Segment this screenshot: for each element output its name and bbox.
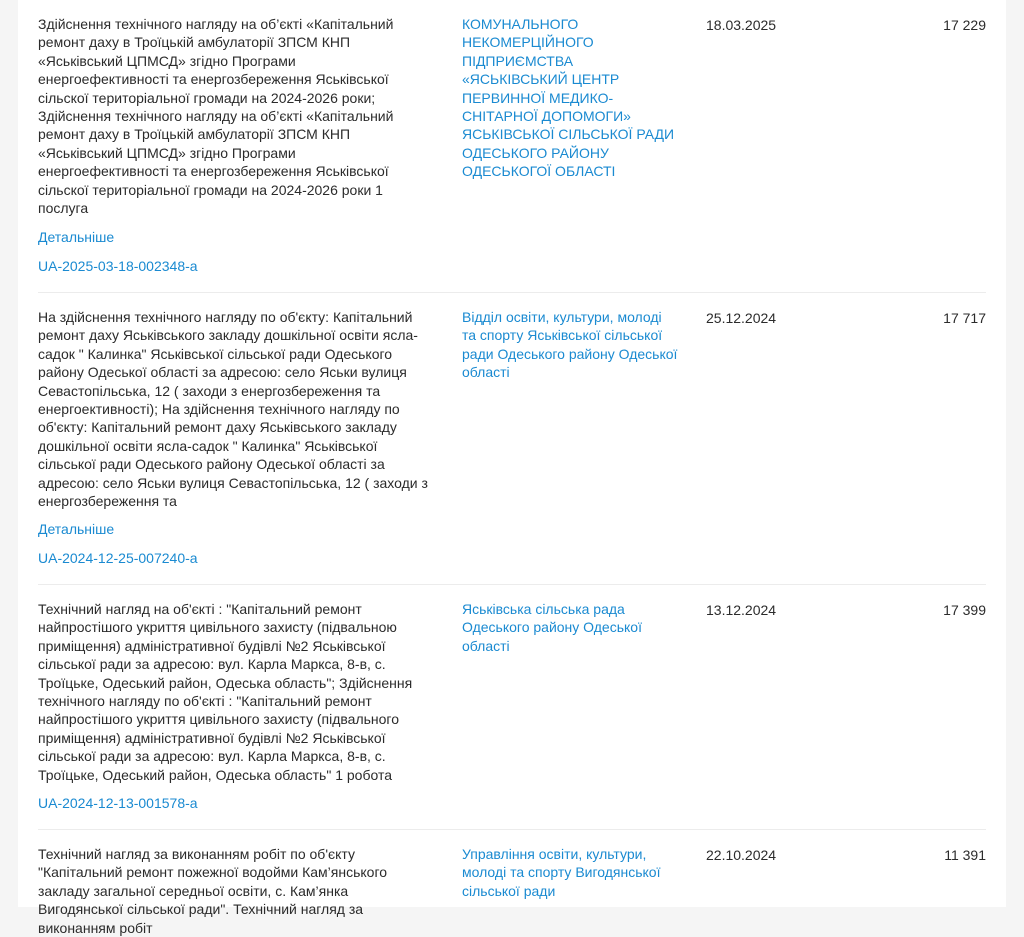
table-row <box>38 584 986 830</box>
organization-link[interactable]: Яськівська сільська рада Одеського району Одеської області <box>462 601 642 654</box>
tender-date: 13.12.2024 <box>706 602 777 618</box>
tender-amount: 17 229 <box>943 17 986 33</box>
tender-date: 22.10.2024 <box>706 847 777 863</box>
tender-id-link[interactable]: UA-2025-03-18-002348-a <box>38 258 198 274</box>
table-row <box>38 0 986 293</box>
tender-date: 18.03.2025 <box>706 17 777 33</box>
organization-link[interactable]: Управління освіти, культури, молоді та спорту Вигодянської сільської ради <box>462 846 661 899</box>
table-row <box>38 829 986 936</box>
tender-description: Технічний нагляд за виконанням робіт по об'єкту "Капітальний ремонт пожежної водойми Кам’янського закладу загальної середньої освіти, с. Кам’янка Вигодянської сільської ради". Технічний нагляд за виконанням робіт <box>38 846 388 936</box>
tender-id-link[interactable]: UA-2024-12-13-001578-a <box>38 795 198 811</box>
tender-list <box>18 0 1006 936</box>
tender-id-link[interactable]: UA-2024-12-25-007240-a <box>38 550 198 566</box>
tender-date: 25.12.2024 <box>706 310 777 326</box>
tender-description: На здійснення технічного нагляду по об'єкту: Капітальний ремонт даху Яськівського закладу дошкільної освіти ясла-садок " Калинка" Яськівської сільської ради Одеського району Одеської області за адресою: село Яськи вулиця Севастопільська, 12 ( заходи з енергозбереження та енергоективності); На здійснення технічного нагляду по об'єкту: Капітальний ремонт даху Яськівського закладу дошкільної освіти ясла-садок " Калинка" Яськівської сільської ради Одеського району Одеської області за адресою: село Яськи вулиця Севастопільська, 12 ( заходи з енергозбереження та <box>38 309 428 510</box>
details-link[interactable]: Детальніше <box>38 521 115 537</box>
organization-link[interactable]: Відділ освіти, культури, молоді та спорту Яськівської сільської ради Одеського району Одеської області <box>462 309 678 381</box>
details-link[interactable]: Детальніше <box>38 229 115 245</box>
organization-link[interactable]: КОМУНАЛЬНОГО НЕКОМЕРЦІЙНОГО ПІДПРИЄМСТВА «ЯСЬКІВСЬКИЙ ЦЕНТР ПЕРВИННОЇ МЕДИКО-СНІТАРНОЇ ДОПОМОГИ» ЯСЬКІВСЬКОЇ СІЛЬСЬКОЇ РАДИ ОДЕСЬКОГО РАЙОНУ ОДЕСЬКОГОЇ ОБЛАСТІ <box>462 16 675 180</box>
tender-description: Технічний нагляд на об'єкті : "Капітальний ремонт найпростішого укриття цивільного захисту (підвальною приміщення) адміністративної будівлі №2 Яськівської сільської ради за адресою: вул. Карла Маркса, 8-в, с. Троїцьке, Одеський район, Одеська область"; Здійснення технічного нагляду по об'єкті : "Капітальний ремонт найпростішого укриття цивільного захисту (підвального приміщення) адміністративної будівлі №2 Яськівської сільської ради за адресою: вул. Карла Маркса, 8-в, с. Троїцьке, Одеський район, Одеська область" 1 робота <box>38 601 413 783</box>
tender-amount: 17 399 <box>943 602 986 618</box>
tender-description: Здійснення технічного нагляду на об’єкті «Капітальний ремонт даху в Троїцькій амбулаторії ЗПСМ КНП «Яськівський ЦПМСД» згідно Програми енергоефективності та енергозбереження Яськівської сільскої територіальної громади на 2024-2026 роки; Здійснення технічного нагляду на об’єкті «Капітальний ремонт даху в Троїцькій амбулаторії ЗПСМ КНП «Яськівський ЦПМСД» згідно Програми енергоефективності та енергозбереження Яськівської сільскої територіальної громади на 2024-2026 роки 1 послуга <box>38 16 394 217</box>
tender-amount: 17 717 <box>943 310 986 326</box>
table-row <box>38 292 986 585</box>
tender-amount: 11 391 <box>944 847 986 863</box>
